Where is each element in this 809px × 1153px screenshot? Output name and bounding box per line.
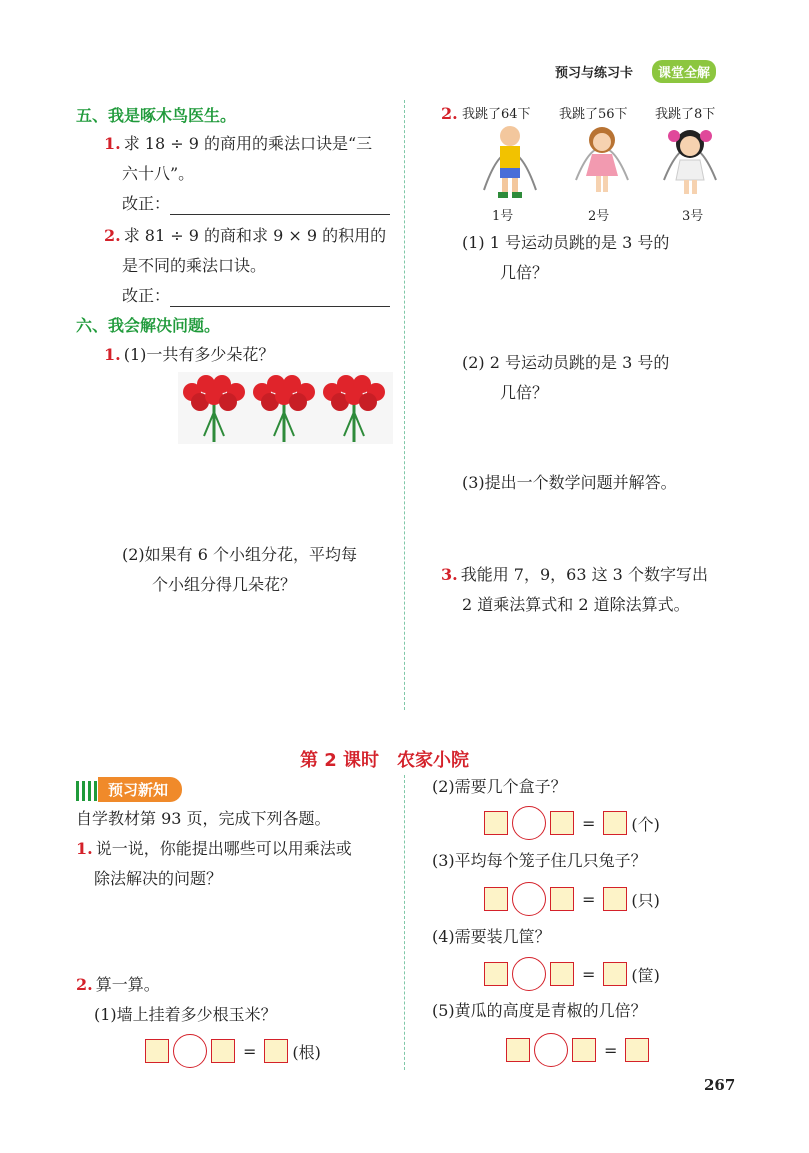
answer-box[interactable] [603,962,627,986]
operator-circle[interactable] [173,1034,207,1068]
operator-circle[interactable] [534,1033,568,1067]
jump-p1-line2: 几倍？ [500,263,549,282]
operator-circle[interactable] [512,882,546,916]
section5-title: 五、我是啄木鸟医生。 [76,106,237,125]
jumper-boy [484,126,536,198]
answer-box[interactable] [145,1039,169,1063]
answer-box[interactable] [550,962,574,986]
lesson-title: 第 2 课时 农家小院 [300,750,470,771]
equation-row-1: = (根) [145,1034,321,1068]
lesson-q2-num: 2. [76,975,93,994]
jumpers-illustration [470,120,730,205]
s6-q1-part2-line1: (2)如果有 6 个小组分花，平均每 [122,545,358,564]
column-divider-lower [404,775,405,1070]
flowers-illustration [178,372,393,444]
bubble-3: 我跳了8下 [655,107,716,122]
badge: 课堂全解 [652,60,716,83]
lesson-q1-line1: 1. 说一说，你能提出哪些可以用乘法或 [76,839,352,858]
answer-box[interactable] [484,887,508,911]
preview-tag: 预习新知 [98,777,182,802]
column-divider [404,100,405,710]
label-3: 3号 [682,209,704,224]
equation-row-2: = (个) [484,806,660,840]
lesson-q2-title: 2. 算一算。 [76,975,160,994]
bars-icon [76,781,98,801]
answer-box[interactable] [484,811,508,835]
s5-q1-num: 1. [104,134,121,153]
answer-box[interactable] [211,1039,235,1063]
answer-box[interactable] [603,887,627,911]
answer-box[interactable] [550,811,574,835]
lesson-q2-p3: (3)平均每个笼子住几只兔子？ [432,851,647,870]
label-2: 2号 [588,209,610,224]
preview-tag-wrap [76,777,182,802]
answer-box[interactable] [506,1038,530,1062]
operator-circle[interactable] [512,957,546,991]
s5-q2-fix: 改正： [122,285,390,307]
lesson-q2-p4: (4)需要装几筐？ [432,927,551,946]
s6-q1-num: 1. [104,345,121,364]
equation-row-5: = [506,1033,649,1067]
q3-line1: 3. 我能用 7，9，63 这 3 个数字写出 [441,565,708,584]
jump-p2-line1: (2) 2 号运动员跳的是 3 号的 [462,353,670,372]
lesson-q1-num: 1. [76,839,93,858]
page-number: 267 [704,1076,736,1094]
jumper-girl-2 [576,127,628,192]
jump-num: 2. [441,104,458,123]
q3-line2: 2 道乘法算式和 2 道除法算式。 [462,595,690,614]
book-title: 预习与练习卡 [555,66,634,81]
lesson-q2-p2: (2)需要几个盒子？ [432,777,567,796]
bubble-2: 我跳了56下 [559,107,628,122]
bubble-1: 我跳了64下 [462,107,531,122]
jump-p2-line2: 几倍？ [500,383,549,402]
s5-q1-line1: 1. 求 18 ÷ 9 的商用的乘法口诀是“三 [104,134,373,153]
equation-row-4: = (筐) [484,957,660,991]
answer-box[interactable] [625,1038,649,1062]
answer-box[interactable] [484,962,508,986]
s5-q2-line1: 2. 求 81 ÷ 9 的商和求 9 × 9 的积用的 [104,226,387,245]
lesson-q2-p5: (5)黄瓜的高度是青椒的几倍？ [432,1001,647,1020]
label-1: 1号 [492,209,514,224]
answer-line[interactable] [170,290,390,307]
q3-num: 3. [441,565,458,584]
answer-box[interactable] [603,811,627,835]
s5-q1-line2: 六十八”。 [122,164,195,183]
jumper-girl-3 [664,130,716,194]
lesson-q1-line2: 除法解决的问题？ [94,869,223,888]
s6-q1-part2-line2: 个小组分得几朵花？ [152,575,297,594]
answer-line[interactable] [170,198,390,215]
lesson-q2-p1: (1)墙上挂着多少根玉米？ [94,1005,277,1024]
answer-box[interactable] [572,1038,596,1062]
s5-q2-num: 2. [104,226,121,245]
s5-q1-fix: 改正： [122,193,390,215]
section6-title: 六、我会解决问题。 [76,316,221,335]
answer-box[interactable] [264,1039,288,1063]
jump-p3: (3)提出一个数学问题并解答。 [462,473,677,492]
operator-circle[interactable] [512,806,546,840]
s6-q1-part1: 1. (1)一共有多少朵花？ [104,345,275,364]
equation-row-3: = (只) [484,882,660,916]
answer-box[interactable] [550,887,574,911]
lesson-intro: 自学教材第 93 页，完成下列各题。 [76,809,331,828]
s5-q2-line2: 是不同的乘法口诀。 [122,256,267,275]
jump-p1-line1: (1) 1 号运动员跳的是 3 号的 [462,233,670,252]
